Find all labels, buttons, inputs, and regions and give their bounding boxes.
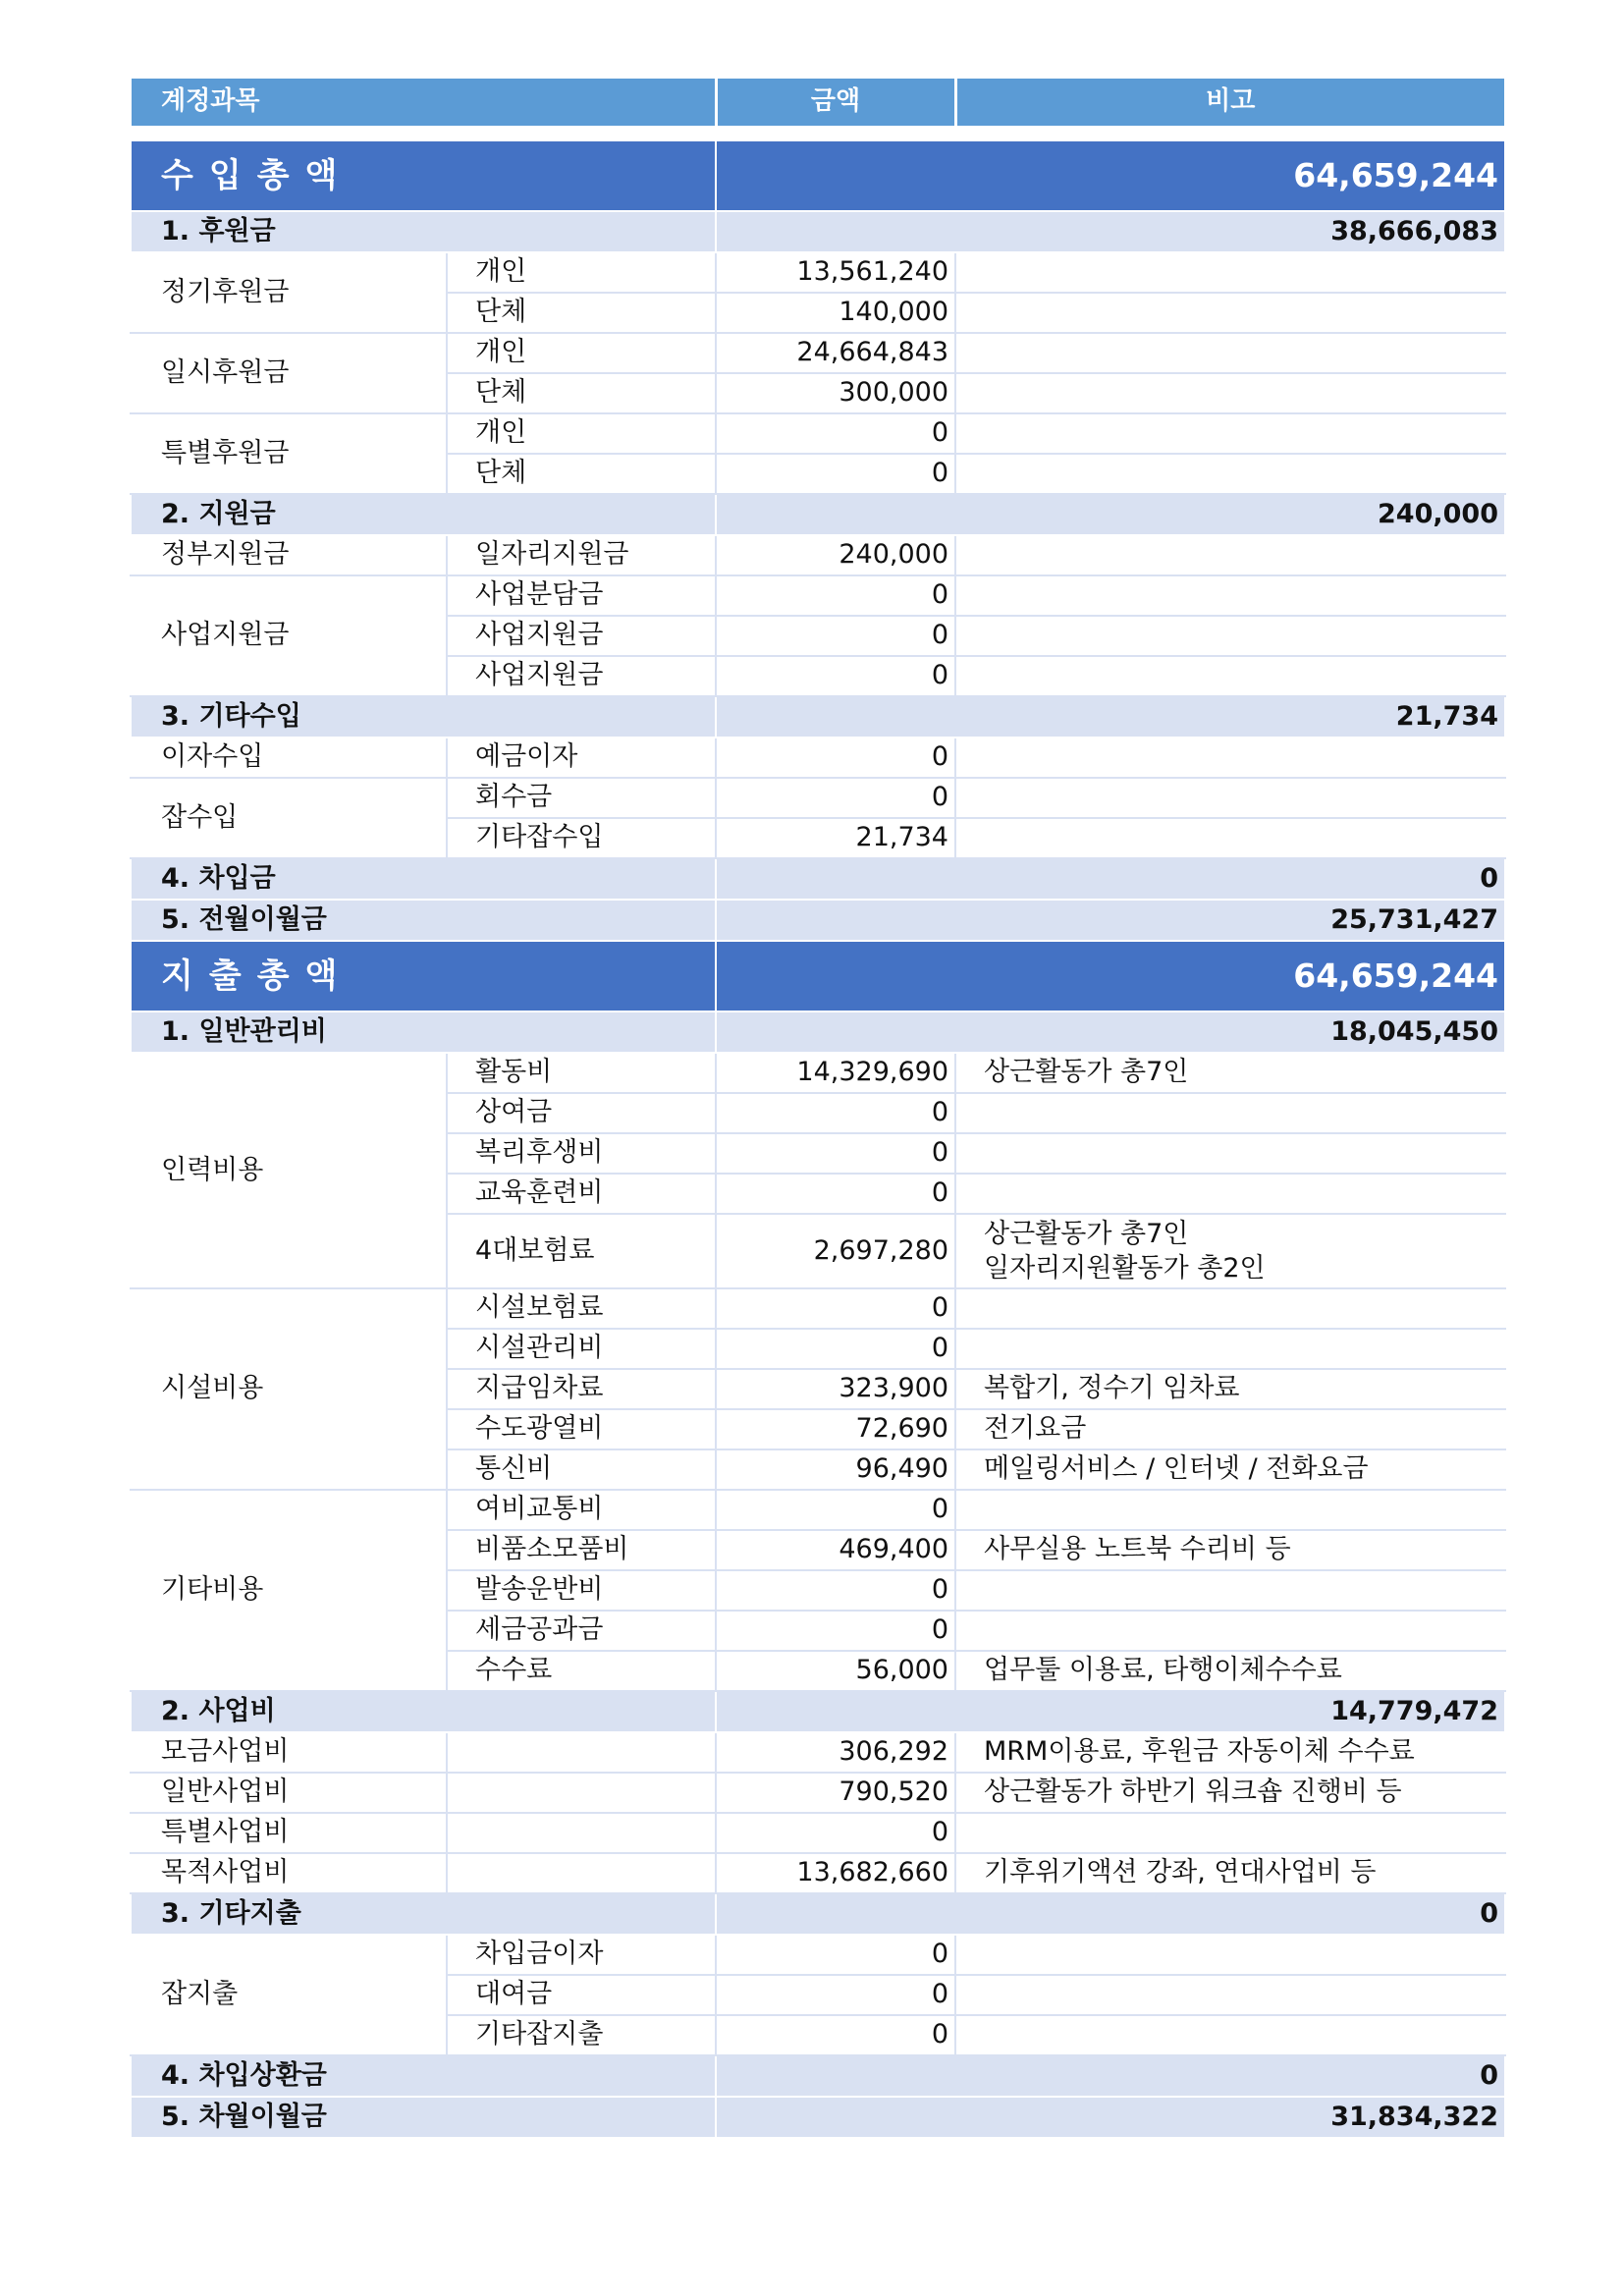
item-note: 전기요금: [955, 1409, 1505, 1449]
item-amount: 240,000: [716, 535, 955, 575]
item-amount: 0: [716, 1813, 955, 1853]
section-row: [131, 2097, 1505, 2138]
item-amount: 0: [716, 1329, 955, 1369]
item-amount: 14,329,690: [716, 1053, 955, 1093]
item-name: 대여금: [447, 1975, 716, 2015]
item-note: [955, 293, 1505, 333]
item-note: 상근활동가 총7인: [955, 1053, 1505, 1093]
expense-total-row: [131, 941, 1505, 1011]
item-amount: 0: [716, 575, 955, 616]
item-note: [955, 535, 1505, 575]
item-name: [447, 1813, 716, 1853]
item-note: [955, 413, 1505, 454]
group-name: 정기후원금: [131, 252, 447, 333]
section-label: 3. 기타지출: [131, 1893, 716, 1935]
item-amount: 0: [716, 2015, 955, 2055]
section-label: 2. 지원금: [131, 494, 716, 535]
table-row: [131, 413, 1505, 454]
header-note: 비고: [955, 78, 1505, 127]
item-amount: 790,520: [716, 1773, 955, 1813]
item-name: 사업분담금: [447, 575, 716, 616]
header-amount: 금액: [716, 78, 955, 127]
table-row: [131, 738, 1505, 778]
item-name: 교육훈련비: [447, 1174, 716, 1214]
item-amount: 0: [716, 454, 955, 494]
section-amount: 240,000: [716, 494, 1505, 535]
group-name: 시설비용: [131, 1288, 447, 1490]
item-name: 수수료: [447, 1651, 716, 1691]
item-note-line1: 상근활동가 총7인: [984, 1218, 1189, 1249]
item-note: [955, 1214, 1505, 1288]
section-row: [131, 1893, 1505, 1935]
group-name: 일시후원금: [131, 333, 447, 413]
section-label: 3. 기타수입: [131, 696, 716, 738]
item-name: [447, 1853, 716, 1893]
item-amount: 24,664,843: [716, 333, 955, 373]
item-note: [955, 373, 1505, 413]
table-row: [131, 252, 1505, 293]
table-row: [131, 1732, 1505, 1773]
item-name: 상여금: [447, 1093, 716, 1133]
item-amount: 0: [716, 656, 955, 696]
item-note: [955, 778, 1505, 818]
group-name: 일반사업비: [131, 1773, 447, 1813]
section-amount: 31,834,322: [716, 2097, 1505, 2138]
item-note: [955, 1935, 1505, 1975]
section-row: [131, 1691, 1505, 1732]
item-name: [447, 1732, 716, 1773]
group-name: 기타비용: [131, 1490, 447, 1691]
item-name: 활동비: [447, 1053, 716, 1093]
item-note: [955, 1174, 1505, 1214]
section-label: 2. 사업비: [131, 1691, 716, 1732]
item-name: 지급임차료: [447, 1369, 716, 1409]
income-total-row: [131, 140, 1505, 211]
table-row: [131, 535, 1505, 575]
item-name: 시설관리비: [447, 1329, 716, 1369]
item-name: 일자리지원금: [447, 535, 716, 575]
item-amount: 56,000: [716, 1651, 955, 1691]
item-name: 4대보험료: [447, 1214, 716, 1288]
table-row: [131, 1773, 1505, 1813]
item-note: [955, 333, 1505, 373]
spacer: [131, 127, 1505, 140]
item-amount: 0: [716, 616, 955, 656]
item-name: 시설보험료: [447, 1288, 716, 1329]
item-note: MRM이용료, 후원금 자동이체 수수료: [955, 1732, 1505, 1773]
table-row: [131, 1853, 1505, 1893]
table-row: [131, 1053, 1505, 1093]
item-note: [955, 738, 1505, 778]
item-amount: 0: [716, 1174, 955, 1214]
item-amount: 0: [716, 413, 955, 454]
section-amount: 25,731,427: [716, 900, 1505, 941]
item-note: [955, 818, 1505, 858]
item-amount: 0: [716, 1935, 955, 1975]
group-name: 이자수입: [131, 738, 447, 778]
item-amount: 0: [716, 1611, 955, 1651]
income-total-label: 수입총액: [131, 140, 716, 211]
item-note: 사무실용 노트북 수리비 등: [955, 1530, 1505, 1570]
item-amount: 0: [716, 1288, 955, 1329]
item-amount: 2,697,280: [716, 1214, 955, 1288]
item-name: 회수금: [447, 778, 716, 818]
item-amount: 140,000: [716, 293, 955, 333]
table-row: [131, 575, 1505, 616]
section-row: [131, 858, 1505, 900]
expense-total-amount: 64,659,244: [716, 941, 1505, 1011]
item-name: 개인: [447, 252, 716, 293]
item-amount: 13,682,660: [716, 1853, 955, 1893]
group-name: 사업지원금: [131, 575, 447, 696]
table-row: [131, 1288, 1505, 1329]
item-amount: 0: [716, 778, 955, 818]
item-amount: 323,900: [716, 1369, 955, 1409]
section-label: 1. 후원금: [131, 211, 716, 252]
section-amount: 38,666,083: [716, 211, 1505, 252]
item-name: 기타잡수입: [447, 818, 716, 858]
finance-table: [130, 77, 1506, 2139]
spacer-row: [131, 127, 1505, 140]
item-name: 개인: [447, 333, 716, 373]
group-name: 잡지출: [131, 1935, 447, 2055]
section-amount: 18,045,450: [716, 1011, 1505, 1053]
item-name: 세금공과금: [447, 1611, 716, 1651]
section-row: [131, 211, 1505, 252]
item-note: [955, 252, 1505, 293]
section-row: [131, 696, 1505, 738]
item-name: 수도광열비: [447, 1409, 716, 1449]
item-name: 개인: [447, 413, 716, 454]
item-name: 단체: [447, 454, 716, 494]
item-name: 기타잡지출: [447, 2015, 716, 2055]
item-note: [955, 575, 1505, 616]
income-total-amount: 64,659,244: [716, 140, 1505, 211]
section-amount: 14,779,472: [716, 1691, 1505, 1732]
item-amount: 0: [716, 1490, 955, 1530]
item-name: 사업지원금: [447, 616, 716, 656]
item-amount: 300,000: [716, 373, 955, 413]
section-amount: 0: [716, 2055, 1505, 2097]
item-amount: 306,292: [716, 1732, 955, 1773]
group-name: 특별사업비: [131, 1813, 447, 1853]
item-note: [955, 1133, 1505, 1174]
item-note: 업무툴 이용료, 타행이체수수료: [955, 1651, 1505, 1691]
item-name: 사업지원금: [447, 656, 716, 696]
group-name: 잡수입: [131, 778, 447, 858]
item-amount: 96,490: [716, 1449, 955, 1490]
section-amount: 21,734: [716, 696, 1505, 738]
item-note: 기후위기액션 강좌, 연대사업비 등: [955, 1853, 1505, 1893]
item-amount: 0: [716, 1093, 955, 1133]
item-name: 복리후생비: [447, 1133, 716, 1174]
item-amount: 0: [716, 1975, 955, 2015]
item-note-line2: 일자리지원활동가 총2인: [984, 1253, 1266, 1284]
item-amount: 21,734: [716, 818, 955, 858]
item-name: 비품소모품비: [447, 1530, 716, 1570]
item-note: 메일링서비스 / 인터넷 / 전화요금: [955, 1449, 1505, 1490]
section-label: 4. 차입금: [131, 858, 716, 900]
section-label: 5. 전월이월금: [131, 900, 716, 941]
item-name: 단체: [447, 373, 716, 413]
section-label: 5. 차월이월금: [131, 2097, 716, 2138]
section-amount: 0: [716, 858, 1505, 900]
item-note: [955, 1490, 1505, 1530]
item-amount: 0: [716, 1133, 955, 1174]
item-amount: 0: [716, 1570, 955, 1611]
item-name: 차입금이자: [447, 1935, 716, 1975]
item-name: [447, 1773, 716, 1813]
section-row: [131, 900, 1505, 941]
group-name: 목적사업비: [131, 1853, 447, 1893]
group-name: 모금사업비: [131, 1732, 447, 1773]
item-note: [955, 616, 1505, 656]
item-note: [955, 1611, 1505, 1651]
section-row: [131, 2055, 1505, 2097]
item-name: 예금이자: [447, 738, 716, 778]
group-name: 특별후원금: [131, 413, 447, 494]
item-amount: 0: [716, 738, 955, 778]
group-name: 정부지원금: [131, 535, 447, 575]
item-name: 발송운반비: [447, 1570, 716, 1611]
item-name: 여비교통비: [447, 1490, 716, 1530]
header-account: 계정과목: [131, 78, 716, 127]
item-note: 상근활동가 하반기 워크숍 진행비 등: [955, 1773, 1505, 1813]
table-row: [131, 1935, 1505, 1975]
item-note: [955, 1570, 1505, 1611]
item-note: [955, 454, 1505, 494]
section-row: [131, 1011, 1505, 1053]
item-note: [955, 656, 1505, 696]
item-note: [955, 1975, 1505, 2015]
expense-total-label: 지출총액: [131, 941, 716, 1011]
item-amount: 72,690: [716, 1409, 955, 1449]
section-label: 4. 차입상환금: [131, 2055, 716, 2097]
item-note: [955, 1288, 1505, 1329]
group-name: 인력비용: [131, 1053, 447, 1288]
item-note: [955, 2015, 1505, 2055]
section-label: 1. 일반관리비: [131, 1011, 716, 1053]
item-note: 복합기, 정수기 임차료: [955, 1369, 1505, 1409]
item-amount: 13,561,240: [716, 252, 955, 293]
section-amount: 0: [716, 1893, 1505, 1935]
item-name: 통신비: [447, 1449, 716, 1490]
finance-report-sheet: [130, 77, 1504, 2139]
item-note: [955, 1329, 1505, 1369]
item-note: [955, 1813, 1505, 1853]
table-row: [131, 333, 1505, 373]
section-row: [131, 494, 1505, 535]
table-row: [131, 1813, 1505, 1853]
table-row: [131, 778, 1505, 818]
item-name: 단체: [447, 293, 716, 333]
header-row: [131, 78, 1505, 127]
item-amount: 469,400: [716, 1530, 955, 1570]
table-row: [131, 1490, 1505, 1530]
item-note: [955, 1093, 1505, 1133]
